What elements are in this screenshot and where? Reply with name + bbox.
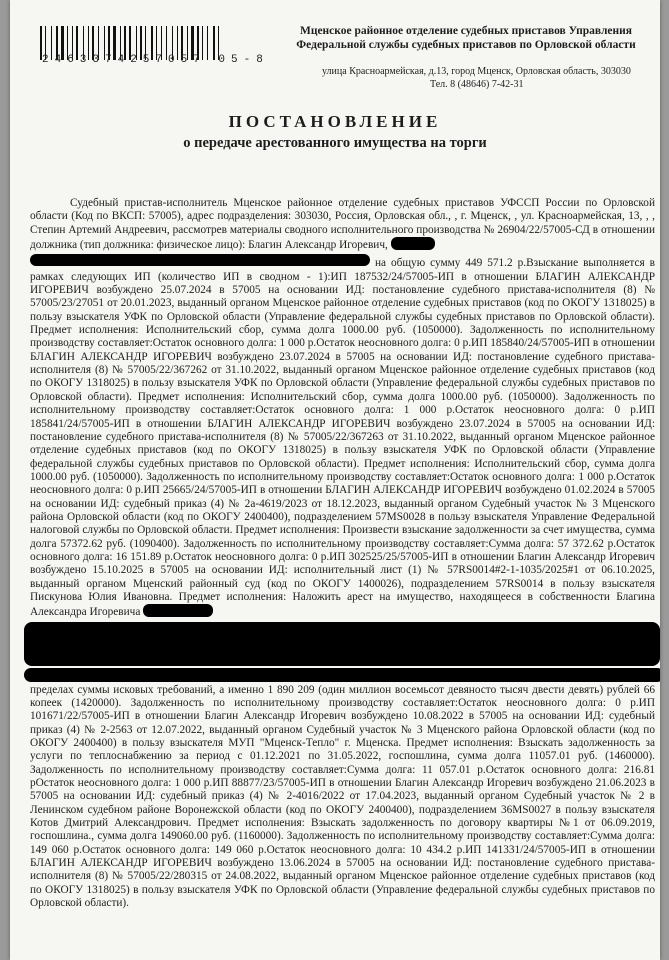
document-body [30,197,655,911]
organization-address: улица Красноармейская, д.13, город Мценск, Орловская область, 303030 [322,66,631,77]
barcode-number: 2463374257057 05-8 [42,54,269,66]
body-paragraph [30,197,655,252]
organization-address-block [322,65,631,91]
redaction [143,604,213,617]
body-paragraph [30,684,655,911]
redaction [24,622,660,666]
body-text-part3: пределах суммы исковых требований, а именно 1 890 209 (один миллион восемьсот девяносто тысяч двести девять) рублей 66 копеек (1420000). Задолженность по исполнительному производству составляет:Остаток неосновного долга: 0 р.ИП 101671/22/57005-ИП в отношении Благин Александр Игоревич возбуждено 10.08.2022 в 57005 на основании ИД: судебный приказ (4) № 2-2563 от 12.07.2022, выданный органом Судебный участок № 3 Мценского района Орловской области (код по ОКОГУ 2400400) в пользу взыскателя МУП "Мценск-Тепло" г. Мценска. Предмет исполнения: Взыскать задолженность за услуги по теплоснабжению за период с 01.12.2021 по 31.05.2022, госпошлина, сумма долга 11057.01 руб. (1460000). Задолженность по исполнительному производству составляет:Сумма долга: 11 057.01 р.Остаток основного долга: 216.81 рОстаток неосновного долга: 1 000 р.ИП 88877/23/57005-ИП в отношении Благин Александр Игоревич возбуждено 21.06.2023 в 57005 на основании ИД: судебный приказ (4) № 2-4016/2022 от 17.04.2023, выданный органом Судебный участок № 2 в Ленинском судебном районе Воронежской области (код по ОКОГУ 2400400), подразделением 36MS0027 в пользу взыскателя Котов Дмитрий Александрович. Предмет исполнения: Взыскать задолженность по договору квартиры №1 от 06.09.2019, госпошлина., сумма долга 149060.00 руб. (1160000). Задолженность по исполнительному производству составляет:Сумма долга: 149 060 р.Остаток основного долга: 149 060 р.Остаток неосновного долга: 10 434.2 р.ИП 141331/24/57005-ИП в отношении БЛАГИН АЛЕКСАНДР ИГОРЕВИЧ возбуждено 13.06.2024 в 57005 на основании ИД: постановление судебного пристава-исполнителя (8) № 57005/22/280315 от 24.08.2022, выданный органом Мценское районное отделение судебных приставов (код по ОКОГУ 1318025) в пользу взыскателя УФК по Орловской области (Управление федеральной службы судебных приставов по Орловской области). [30,683,655,910]
redaction [391,237,435,250]
body-text-part2: на общую сумму 449 571.2 р.Взыскание выполняется в рамках следующих ИП (количество ИП в сводном - 1):ИП 187532/24/57005-ИП в отношении БЛАГИН АЛЕКСАНДР ИГОРЕВИЧ возбуждено 25.07.2024 в 57005 на основании ИД: постановление судебного пристава-исполнителя (8) № 57005/23/27051 от 20.01.2023, выданный органом Мценское районное отделение судебных приставов (код по ОКОГУ 1318025) в пользу взыскателя УФК по Орловской области (Управление федеральной службы судебных приставов по Орловской области). Предмет исполнения: Исполнительский сбор, сумма долга 1000.00 руб. (1050000). Задолженность по исполнительному производству составляет:Остаток основного долга: 1 000 р.Остаток неосновного долга: 0 р.ИП 185840/24/57005-ИП в отношении БЛАГИН АЛЕКСАНДР ИГОРЕВИЧ возбуждено 23.07.2024 в 57005 на основании ИД: постановление судебного пристава-исполнителя (8) № 57005/22/367262 от 31.10.2022, выданный органом Мценское районное отделение судебных приставов (код по ОКОГУ 1318025) в пользу взыскателя УФК по Орловской области (Управление федеральной службы судебных приставов по Орловской области). Предмет исполнения: Исполнительский сбор, сумма долга 1000.00 руб. (1050000). Задолженность по исполнительному производству составляет:Остаток основного долга: 1 000 р.Остаток неосновного долга: 0 р.ИП 185841/24/57005-ИП в отношении БЛАГИН АЛЕКСАНДР ИГОРЕВИЧ возбуждено 23.07.2024 в 57005 на основании ИД: постановление судебного пристава-исполнителя (8) № 57005/22/367263 от 31.10.2022, выданный органом Мценское районное отделение судебных приставов (код по ОКОГУ 1318025) в пользу взыскателя УФК по Орловской области (Управление федеральной службы судебных приставов по Орловской области). Предмет исполнения: Исполнительский сбор, сумма долга 1000.00 руб. (1050000). Задолженность по исполнительному производству составляет:Остаток основного долга: 1 000 р.Остаток неосновного долга: 0 р.ИП 25665/24/57005-ИП в отношении БЛАГИН АЛЕКСАНДР ИГОРЕВИЧ возбуждено 01.02.2024 в 57005 на основании ИД: судебный приказ (4) № 2а-4619/2023 от 18.12.2023, выданный органом Судебный участок № 3 Мценского района Орловской области (код по ОКОГУ 2400400), подразделением 57MS0028 в пользу взыскателя Управление Федеральной налоговой службы по Орловской области. Предмет исполнения: Произвести взыскание задолженности за счет имущества, сумма долга 57372.62 руб. (1090400). Задолженность по исполнительному производству составляет:Сумма долга: 57 372.62 р.Остаток основного долга: 16 151.89 р.Остаток неосновного долга: 0 р.ИП 302525/25/57005-ИП в отношении Благин Александр Игоревич возбуждено 15.10.2025 в 57005 на основании ИД: исполнительный лист (1) № 57RS0014#2-1-1035/2025#1 от 06.10.2025, выданный органом Мценский районный суд (код по ОКОГУ 1400026), подразделением 57RS0014 в пользу взыскателя Пискунова Юлия Ивановна. Предмет исполнения: Наложить арест на имущество, находящееся в собственности Благина Александра Игоревича [30,257,655,619]
organization-phone: Тел. 8 (48646) 7-42-31 [430,79,524,90]
organization-name: Мценское районное отделение судебных приставов Управления Федеральной службы судебных приставов по Орловской области [296,25,636,51]
document-page [10,0,660,960]
document-title: ПОСТАНОВЛЕНИЕ [228,112,442,131]
redaction [30,254,370,266]
body-text-part1: Судебный пристав-исполнитель Мценское районное отделение судебных приставов УФССП России по Орловской области (Код по ВКСП: 57005), адрес подразделения: 303030, Россия, Орловская обл., , г. Мценск, , ул. Красноармейская, 13, , , Степин Артемий Андреевич, рассмотрев материалы сводного исполнительного производства № 26904/22/57005-СД в отношении должника (тип должника: физическое лицо): Благин Александр Игоревич, [30,197,655,252]
redaction [24,668,660,682]
document-subtitle: о передаче арестованного имущества на торги [183,135,487,151]
